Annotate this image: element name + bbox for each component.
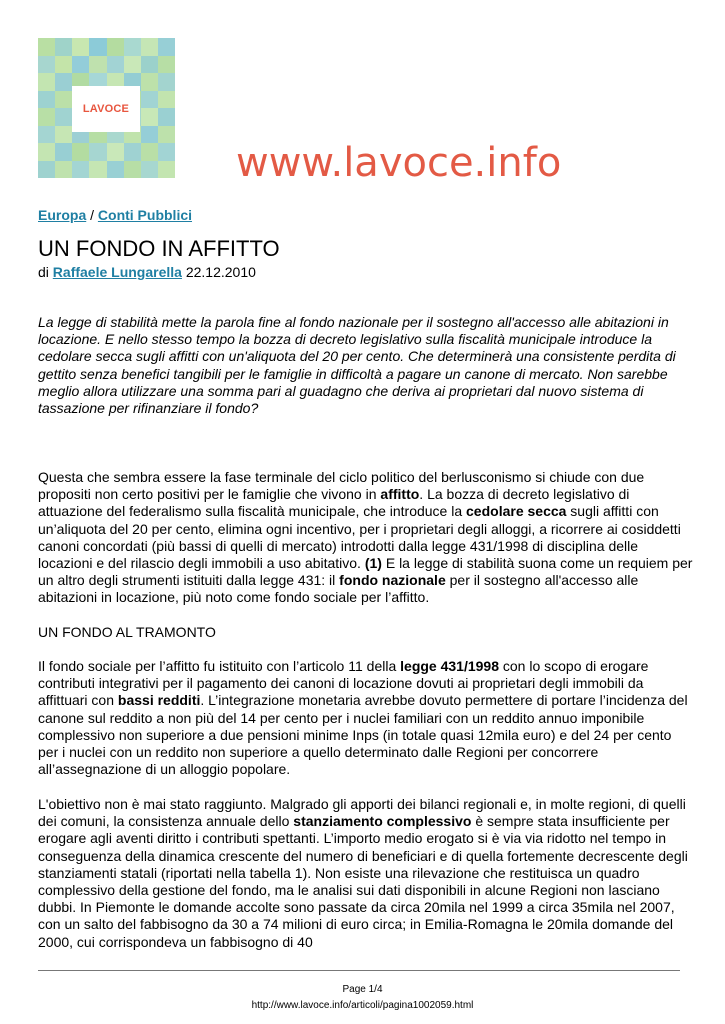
footer-divider (38, 970, 680, 971)
text: L'obiettivo non è mai stato raggiunto. Malgrado gli apporti dei bilanci regionali e, in molte regioni, di quelli dei comuni, la consistenza annuale dello (38, 796, 686, 830)
bold-term: bassi redditi (117, 692, 201, 709)
text: . L’integrazione monetaria avrebbe dovuto permettere di portare l’incidenza del canone sul reddito a non più del 14 per cento per i nuclei familiari con un reddito annuo imponibile complessivo non superiore a due pensioni minime Inps (in totale quasi 12mila euro) e del 24 per cento per i nuclei con un reddito non superiore a quello determinato dalle Regioni per concorrere all’assegnazione di un alloggio popolare. (38, 692, 688, 778)
lavoce-logo[interactable] (38, 38, 175, 178)
text: con lo scopo di erogare contributi integrativi per il pagamento dei canoni di locazione dovuti ai proprietari degli immobili da affittuari con (38, 658, 649, 709)
bold-term: cedolare secca (466, 503, 567, 520)
byline-prefix: di (38, 264, 53, 280)
article-abstract: La legge di stabilità mette la parola fine al fondo nazionale per il sostegno all'accesso alle abitazioni in locazione. E nello stesso tempo la bozza di decreto legislativo sulla fiscalità municipale introduce la cedolare secca sugli affitti con un'aliquota del 20 per cento. Che determinerà una consistente perdita di gettito senza benefici tangibili per le famiglie in difficoltà a pagare un canone di mercato. Non sarebbe meglio allora utilizzare una somma pari al guadagno che deriva ai proprietari dal nuovo sistema di tassazione per rifinanziare il fondo? (38, 314, 676, 417)
bold-term: legge 431/1998 (400, 658, 499, 674)
page-number: Page 1/4 (342, 984, 383, 995)
logo-text: LAVOCE (82, 103, 130, 115)
author-link[interactable]: Raffaele Lungarella (52, 264, 182, 280)
footnote-ref: (1) (364, 555, 382, 572)
footer-url: http://www.lavoce.info/articoli/pagina1002059.html (251, 1000, 474, 1011)
article-byline (38, 264, 256, 280)
bold-term: stanziamento complessivo (293, 813, 472, 830)
bold-term: affitto (380, 486, 420, 503)
breadcrumb-separator: / (86, 207, 98, 223)
text: E la legge di stabilità suona come un requiem per un altro degli strumenti istituiti dalla legge 431: il (38, 555, 693, 589)
text: Questa che sembra essere la fase terminale del ciclo politico del berlusconismo si chiude con due propositi non certo positivi per le famiglie che vivono in (38, 469, 645, 503)
bold-term: fondo nazionale (339, 572, 446, 589)
breadcrumb-link-europa[interactable]: Europa (38, 207, 87, 223)
breadcrumb (38, 207, 192, 223)
text: è sempre stata insufficiente per erogare agli aventi diritto i contributi spettanti. L’importo medio erogato si è via via ridotto nel tempo in conseguenza della dinamica crescente del numero di beneficiari e di quella fortemente decrescente degli stanziamenti statali (riportati nella tabella 1). Non esiste una rilevazione che restituisca un quadro complessivo della gestione del fondo, ma le analisi sui dati disponibili in alcune Regioni non lasciano dubbi. In Piemonte le domande accolte sono passate da circa 20mila nel 1999 a circa 35mila nel 2007, con un salto del fabbisogno da 30 a 74 milioni di euro circa; in Emilia-Romagna le 20mila domande del 2000, cui corrispondeva un fabbisogno di 40 (38, 813, 688, 950)
article-title: UN FONDO IN AFFITTO (38, 236, 280, 261)
body-paragraph-3 (38, 796, 693, 951)
article-date: 22.12.2010 (181, 264, 256, 280)
body-paragraph-1 (38, 469, 693, 607)
body-paragraph-2 (38, 658, 693, 778)
breadcrumb-link-conti-pubblici[interactable]: Conti Pubblici (97, 207, 193, 223)
text: sugli affitti con un’aliquota del 20 per cento, elimina ogni incentivo, per i proprietari degli alloggi, a ricorrere ai cosiddetti canoni concordati (più bassi di quelli di mercato) introdotti dalla legge 431/1998 di disciplina delle locazioni e del rilascio degli immobili a uso abitativo. (38, 503, 681, 572)
logo-label-box (72, 86, 140, 132)
text: per il sostegno all'accesso alle abitazioni in locazione, più noto come fondo sociale per l’affitto. (38, 572, 639, 606)
site-url-banner: www.lavoce.info (236, 140, 562, 186)
section-heading: UN FONDO AL TRAMONTO (38, 624, 216, 640)
text: Il fondo sociale per l’affitto fu istituito con l’articolo 11 della (38, 658, 401, 674)
text: . La bozza di decreto legislativo di attuazione del federalismo sulla fiscalità municipale, che introduce la (38, 486, 630, 520)
